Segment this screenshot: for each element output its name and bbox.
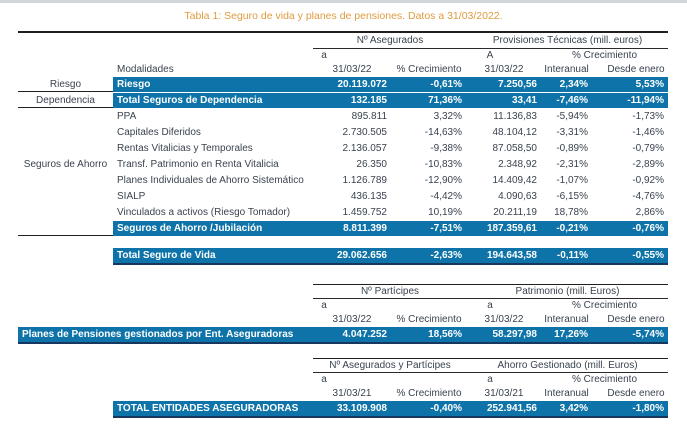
header-fecha-1: 31/03/22 [332, 314, 372, 325]
group-label [18, 189, 113, 204]
subheader-crecimiento: % Crecimiento [571, 50, 638, 61]
group-label: Riesgo [18, 77, 113, 92]
total-row-bar [113, 248, 668, 265]
value-cell: -2,89% [632, 159, 664, 170]
row-bar [113, 93, 668, 108]
value-cell: -12,90% [424, 175, 462, 186]
row-label: Planes Individuales de Ahorro Sistemático [117, 175, 304, 186]
value-cell: -11,94% [627, 95, 664, 106]
value-cell: 2.730.505 [342, 127, 387, 138]
table-row [18, 157, 668, 172]
header-desde-enero: Desde enero [607, 314, 665, 325]
header-crecimiento: % Crecimiento [396, 388, 462, 399]
group-label [18, 125, 113, 140]
value-cell: -2,31% [556, 159, 588, 170]
vida-header [18, 31, 668, 77]
value-cell: 2.136.057 [342, 143, 387, 154]
row-label: Planes de Pensiones gestionados por Ent. Aseguradoras [22, 329, 294, 340]
value-cell: 2,86% [635, 207, 664, 218]
table-row [18, 221, 668, 236]
header-fecha-1: 31/03/22 [332, 64, 372, 75]
value-cell: 20.119.072 [337, 79, 387, 90]
table-title: Tabla 1: Seguro de vida y planes de pensiones. Datos a 31/03/2022. [184, 10, 503, 22]
value-cell: 87.058,50 [492, 143, 537, 154]
value-cell: -0,55% [632, 250, 664, 261]
row-bar [113, 189, 668, 204]
row-label: Rentas Vitalicias y Temporales [117, 143, 253, 154]
value-cell: 20.211,19 [493, 207, 537, 218]
row-bar [113, 109, 668, 124]
value-cell: -0,61% [430, 79, 462, 90]
header-spacer [18, 284, 313, 299]
value-cell: -1,46% [632, 127, 664, 138]
subheader-crecimiento: % Crecimiento [571, 374, 638, 385]
group-label [18, 173, 113, 188]
row-bar [113, 173, 668, 188]
row-bar [113, 125, 668, 140]
header-spacer [18, 373, 313, 387]
row-bar [113, 205, 668, 220]
value-cell: -0,21% [556, 223, 588, 234]
window-edge [0, 0, 687, 3]
row-label: Total Seguros de Dependencia [117, 95, 263, 106]
subheader-a2: A [486, 50, 494, 61]
value-cell: 2.348,92 [498, 159, 537, 170]
colgroup-ahorro-gestionado: Ahorro Gestionado (mill. Euros) [467, 358, 668, 373]
row-label: Transf. Patrimonio en Renta Vitalicia [117, 159, 279, 170]
total-row-bar [113, 401, 668, 418]
value-cell: 48.104,12 [492, 127, 537, 138]
value-cell: 26.350 [356, 159, 387, 170]
header-spacer [18, 299, 313, 313]
header-spacer [18, 34, 313, 49]
group-label [18, 221, 113, 236]
value-cell: -1,80% [632, 403, 664, 414]
total-entidades-header [18, 358, 668, 401]
table-row [18, 141, 668, 156]
value-cell: -9,38% [430, 143, 462, 154]
value-cell: 17,26% [554, 329, 588, 340]
row-bar [113, 77, 668, 92]
value-cell: -1,73% [632, 111, 664, 122]
subheader-a2: a [487, 300, 493, 311]
value-cell: 71,36% [428, 95, 462, 106]
header-spacer [18, 313, 313, 327]
colgroup-provisiones: Provisiones Técnicas (mill. euros) [467, 34, 668, 49]
total-entidades-row [18, 401, 668, 418]
value-cell: -5,94% [556, 111, 588, 122]
group-label: Dependencia [18, 93, 113, 108]
colgroup-patrimonio: Patrimonio (mill. Euros) [467, 284, 668, 299]
header-desde-enero: Desde enero [607, 388, 665, 399]
value-cell: 8.811.399 [343, 223, 387, 234]
value-cell: -0,79% [632, 143, 664, 154]
header-fecha-2: 31/03/22 [484, 64, 524, 75]
value-cell: 18,56% [428, 329, 462, 340]
row-label: PPA [117, 111, 137, 122]
value-cell: -1,07% [556, 175, 588, 186]
value-cell: 33,41 [511, 95, 537, 106]
header-crecimiento: % Crecimiento [396, 64, 462, 75]
value-cell: 1.126.789 [342, 175, 387, 186]
subheader-crecimiento: % Crecimiento [571, 300, 638, 311]
value-cell: -0,89% [556, 143, 588, 154]
total-row-bar [18, 327, 668, 344]
value-cell: 3,32% [433, 111, 462, 122]
value-cell: 7.250,56 [498, 79, 537, 90]
group-label [18, 248, 113, 263]
group-label [18, 401, 113, 416]
value-cell: 33.109.908 [336, 403, 387, 414]
value-cell: -14,63% [424, 127, 462, 138]
header-desde-enero: Desde enero [607, 64, 665, 75]
table-row [18, 109, 668, 124]
value-cell: 11.136,83 [493, 111, 537, 122]
value-cell: 10,19% [428, 207, 462, 218]
subheader-a: a [321, 300, 327, 311]
value-cell: -7,51% [430, 223, 462, 234]
subheader-a: a [321, 374, 327, 385]
row-label: Total Seguro de Vida [117, 250, 216, 261]
header-interanual: Interanual [544, 388, 589, 399]
total-entidades-table [18, 358, 668, 418]
total-seguro-vida-row [18, 248, 668, 265]
pensiones-header [18, 284, 668, 327]
table-row [18, 125, 668, 140]
table-row [18, 189, 668, 204]
subheader-empty [391, 49, 467, 63]
colgroup-asegurados: Nº Asegurados [313, 34, 467, 49]
value-cell: 895.811 [351, 111, 387, 122]
value-cell: 14.409,42 [492, 175, 537, 186]
table-row [18, 77, 668, 92]
value-cell: -0,92% [632, 175, 664, 186]
value-cell: -7,46% [556, 95, 588, 106]
row-bar [113, 221, 668, 236]
value-cell: 252.941,56 [486, 403, 537, 414]
row-bar [113, 157, 668, 172]
value-cell: 187.359,61 [486, 223, 537, 234]
header-fecha-2: 31/03/22 [484, 314, 524, 325]
value-cell: -0,40% [430, 403, 462, 414]
value-cell: -3,31% [556, 127, 588, 138]
value-cell: 2,34% [559, 79, 588, 90]
colgroup-asegurados-participes: Nº Asegurados y Partícipes [313, 358, 467, 373]
table-row [18, 205, 668, 220]
header-spacer [18, 387, 313, 401]
group-label [18, 141, 113, 156]
value-cell: 194.643,58 [486, 250, 537, 261]
value-cell: -5,74% [632, 329, 664, 340]
row-label: Riesgo [117, 79, 151, 90]
row-label: Capitales Diferidos [117, 127, 201, 138]
value-cell: 18,78% [554, 207, 588, 218]
row-bar [113, 141, 668, 156]
row-label: Seguros de Ahorro /Jubilación [117, 223, 263, 234]
header-crecimiento: % Crecimiento [396, 314, 462, 325]
header-fecha-1: 31/03/21 [332, 388, 372, 399]
header-spacer [18, 49, 313, 63]
vida-rows [18, 77, 668, 236]
header-interanual: Interanual [544, 64, 589, 75]
value-cell: 3,42% [559, 403, 588, 414]
table-row [18, 93, 668, 108]
group-label [18, 109, 113, 124]
header-spacer [18, 358, 313, 373]
row-label: TOTAL ENTIDADES ASEGURADORAS [117, 403, 299, 414]
table-row [18, 173, 668, 188]
pensiones-table [18, 284, 668, 344]
subheader-empty [391, 373, 467, 387]
header-fecha-2: 31/03/21 [484, 388, 524, 399]
subheader-a2: a [487, 374, 493, 385]
value-cell: 132.185 [350, 95, 387, 106]
value-cell: -6,15% [556, 191, 588, 202]
row-label: SIALP [117, 191, 146, 202]
value-cell: 29.062.656 [336, 250, 387, 261]
planes-pensiones-row [18, 327, 668, 344]
value-cell: 436.135 [350, 191, 387, 202]
value-cell: -4,76% [632, 191, 664, 202]
header-interanual: Interanual [544, 314, 589, 325]
subheader-a: a [321, 50, 327, 61]
colgroup-participes: Nº Partícipes [313, 284, 467, 299]
group-label [18, 205, 113, 220]
value-cell: -0,11% [556, 250, 588, 261]
value-cell: -0,76% [632, 223, 664, 234]
group-label: Seguros de Ahorro [23, 159, 108, 170]
value-cell: 58.297,98 [492, 329, 537, 340]
value-cell: 4.090,63 [498, 191, 537, 202]
row-label: Vinculados a activos (Riesgo Tomador) [117, 207, 291, 218]
value-cell: -4,42% [430, 191, 462, 202]
value-cell: 1.459.752 [342, 207, 387, 218]
header-empty [18, 63, 113, 77]
header-modalidades: Modalidades [117, 64, 174, 75]
value-cell: 4.047.252 [342, 329, 387, 340]
value-cell: 5,53% [635, 79, 664, 90]
subheader-empty [391, 299, 467, 313]
value-cell: -2,63% [430, 250, 462, 261]
value-cell: -10,83% [424, 159, 462, 170]
vida-table [18, 31, 668, 265]
